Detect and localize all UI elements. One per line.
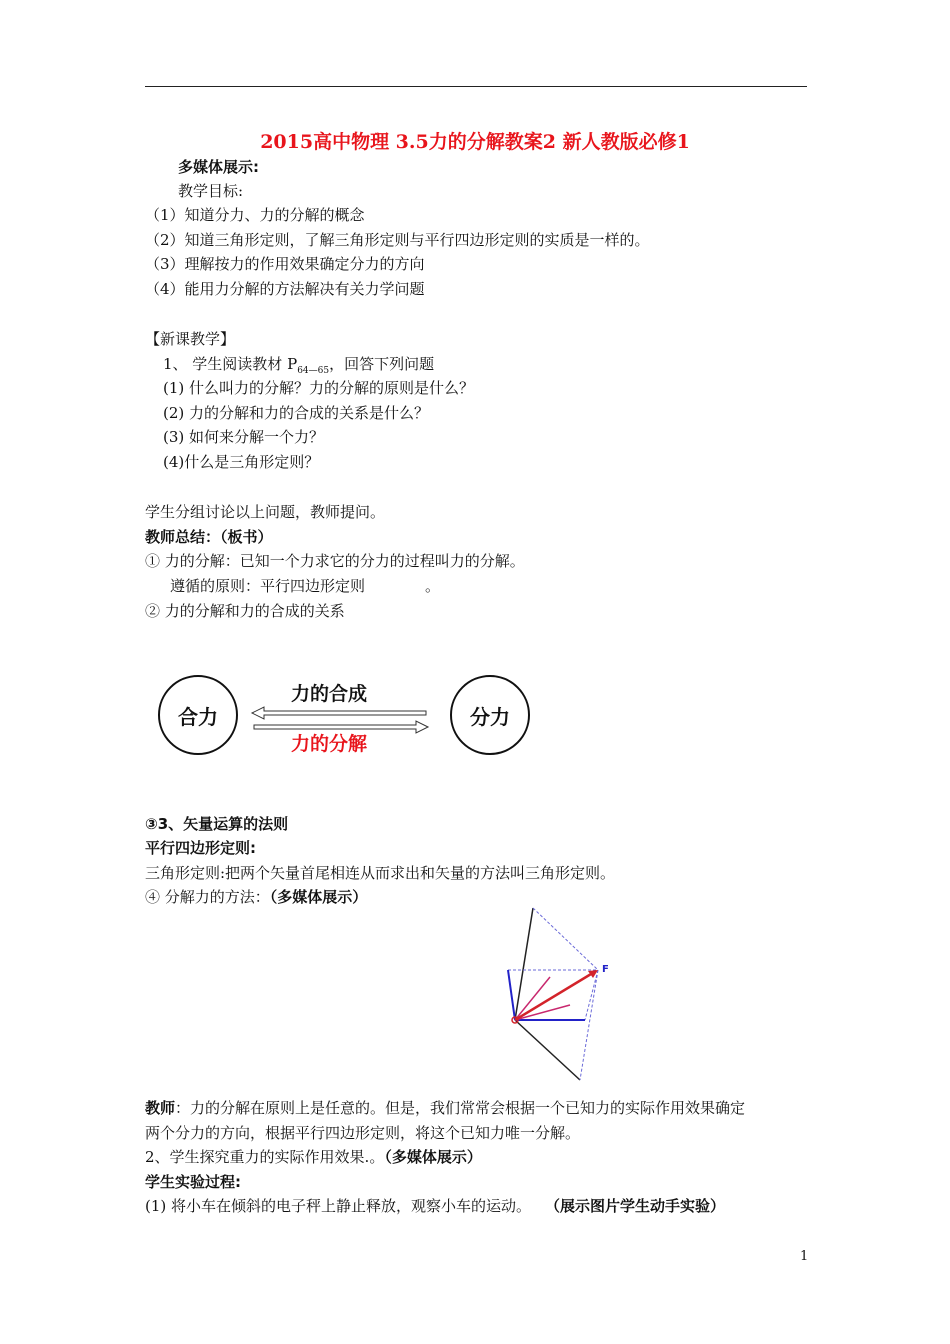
teacher-paragraph-line2: 两个分力的方向，根据平行四边形定则，将这个已知力唯一分解。 <box>145 1124 581 1142</box>
force-relation-diagram <box>155 667 535 767</box>
discussion-text: 学生分组讨论以上问题，教师提问。 <box>145 503 386 521</box>
goal-item: （1）知道分力、力的分解的概念 <box>145 206 365 224</box>
point-3: ③3、矢量运算的法则 <box>145 815 289 833</box>
header-rule <box>145 86 807 87</box>
teacher-text-1: ：力的分解在原则上是任意的。但是，我们常常会根据一个已知力的实际作用效果确定 <box>175 1099 746 1117</box>
question-item: (4)什么是三角形定则？ <box>163 453 320 471</box>
step-2-bold: （多媒体展示） <box>384 1148 482 1166</box>
component-force-circle: 分力 <box>450 675 530 755</box>
multimedia-label: 多媒体展示: <box>178 158 259 176</box>
goal-item: （4）能用力分解的方法解决有关力学问题 <box>145 280 425 298</box>
composition-label: 力的合成 <box>291 683 368 705</box>
goal-item: （3）理解按力的作用效果确定分力的方向 <box>145 255 425 273</box>
step1-prefix: 1、 学生阅读教材 P <box>163 355 298 373</box>
page-number: 1 <box>800 1249 809 1264</box>
question-item: (3) 如何来分解一个力？ <box>163 428 325 446</box>
parallelogram-rule: 平行四边形定则: <box>145 839 256 857</box>
question-item: (1) 什么叫力的分解？力的分解的原则是什么？ <box>163 379 475 397</box>
new-lesson-heading: 【新课教学】 <box>145 330 236 348</box>
resultant-force-circle: 合力 <box>158 675 238 755</box>
step-2 <box>145 1147 482 1167</box>
triangle-rule: 三角形定则:把两个矢量首尾相连从而求出和矢量的方法叫三角形定则。 <box>145 864 616 882</box>
pink-component-vector <box>515 1005 570 1020</box>
teacher-label: 教师 <box>145 1099 176 1117</box>
force-vector-F <box>515 971 596 1020</box>
decomposition-label: 力的分解 <box>291 733 368 755</box>
left-arrow <box>252 707 426 719</box>
experiment-step-1-bold: （展示图片学生动手实验） <box>545 1197 726 1215</box>
point-1: ① 力的分解：已知一个力求它的分力的过程叫力的分解。 <box>145 552 525 570</box>
double-arrows <box>250 705 430 735</box>
force-label: F <box>602 964 609 975</box>
goal-item: （2）知道三角形定则，了解三角形定则与平行四边形定则的实质是一样的。 <box>145 231 650 249</box>
question-item: (2) 力的分解和力的合成的关系是什么？ <box>163 404 430 422</box>
step1-suffix: ，回答下列问题 <box>329 355 435 373</box>
step-2-text: 2、学生探究重力的实际作用效果.。 <box>145 1148 385 1166</box>
step1-pages: 64—65 <box>297 366 330 376</box>
step1 <box>163 354 434 381</box>
teacher-paragraph-line1 <box>145 1098 745 1118</box>
experiment-step-1 <box>145 1196 725 1216</box>
vector-decomposition-figure <box>500 905 620 1085</box>
component-line <box>515 908 533 1020</box>
principle-end: 。 <box>425 577 441 595</box>
dashed-guide <box>533 908 598 970</box>
right-arrow <box>254 721 428 733</box>
component-line <box>515 1020 580 1080</box>
point-2: ② 力的分解和力的合成的关系 <box>145 602 345 620</box>
point-4-text: ④ 分解力的方法： <box>145 888 270 906</box>
teaching-goals-label: 教学目标: <box>178 182 244 200</box>
principle-text: 遵循的原则：平行四边形定则 <box>170 577 366 595</box>
experiment-heading: 学生实验过程: <box>145 1173 241 1191</box>
point-4-bold: （多媒体展示） <box>269 888 368 906</box>
point-4 <box>145 887 367 907</box>
principle <box>170 576 440 596</box>
blue-component-vector <box>508 970 515 1020</box>
experiment-step-1-text: (1) 将小车在倾斜的电子秤上静止释放，观察小车的运动。 <box>145 1197 532 1215</box>
teacher-summary: 教师总结：（板书） <box>145 528 273 546</box>
page-title: 2015高中物理 3.5力的分解教案2 新人教版必修1 <box>260 131 690 153</box>
dashed-guide <box>580 970 598 1080</box>
